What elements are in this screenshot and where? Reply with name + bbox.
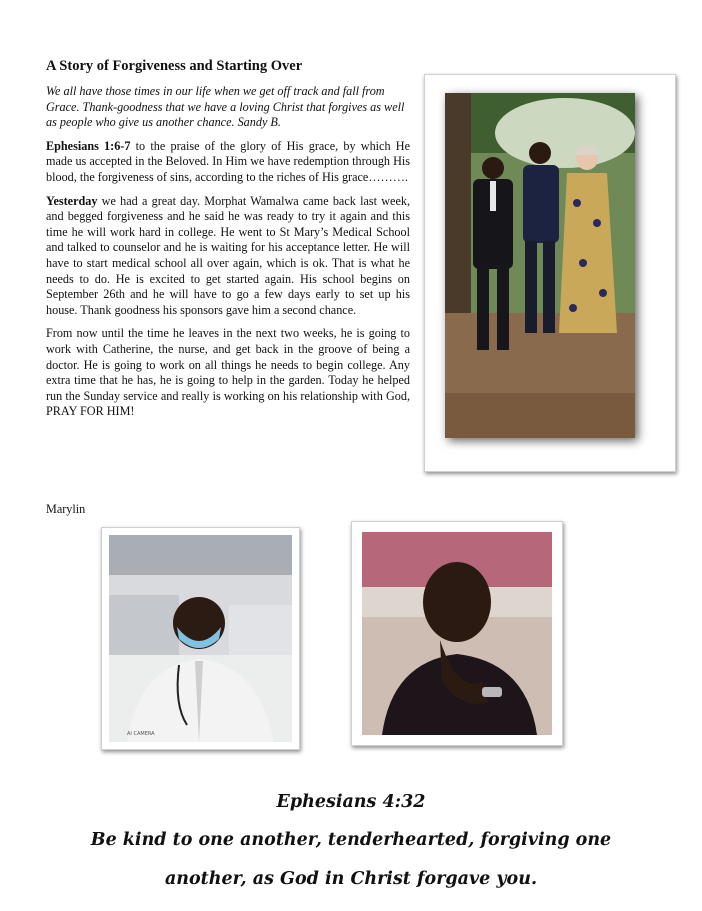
article-title: A Story of Forgiveness and Starting Over <box>46 58 303 74</box>
student-coat-photo-frame <box>101 527 300 750</box>
verse-line-2: another, as God in Christ forgave you. <box>164 869 538 889</box>
student-portrait-photo-frame <box>351 521 563 746</box>
plans-paragraph: From now until the time he leaves in the next two weeks, he is going to work with Catherine, the nurse, and get back in the groove of being a doctor. He is going to work on all things he needs to begin college. Any extra time that he has, he is going to help in the garden. Today he helped run the Sunday service and really is working on his relationship with God, PRAY FOR HIM! <box>46 326 410 419</box>
story-paragraph <box>46 194 410 319</box>
student-coat-photo <box>109 535 292 742</box>
scripture-reference: Ephesians 1:6-7 <box>46 138 131 153</box>
story-lead: Yesterday <box>46 193 98 208</box>
signature: Marylin <box>46 502 86 516</box>
article-body <box>46 84 410 428</box>
group-photo-frame <box>424 74 676 472</box>
student-coat-illustration <box>109 535 292 742</box>
verse-line-1: Be kind to one another, tenderhearted, forgiving one <box>90 830 612 850</box>
student-portrait-photo <box>362 532 552 735</box>
scripture-text: to the praise of the glory of His grace, by which He made us accepted in the Beloved. In Him we have redemption through His blood, the forgiveness of sins, according to the riches of His grace………. <box>46 138 410 184</box>
scripture-paragraph <box>46 139 410 186</box>
group-photo <box>445 93 635 438</box>
story-text: we had a great day. Morphat Wamalwa came back last week, and begged forgiveness and he said he was ready to try it again and this time he will work hard in college. He went to St Mary’s Medical School and talked to counselor and he is waiting for his acceptance letter. He will have to start medical school all over again, which is ok. That is what he needs to do. He is excited to get started again. His school begins on September 26th and he will have to go a few days early to set up his house. Thank goodness his sponsors gave him a second chance. <box>46 193 410 317</box>
group-photo-illustration <box>445 93 635 438</box>
verse-reference: Ephesians 4:32 <box>276 792 426 812</box>
camera-watermark: AI CAMERA <box>127 731 155 737</box>
intro-paragraph: We all have those times in our life when we get off track and fall from Grace. Thank-goodness that we have a loving Christ that forgives as well as people who give us another chance. Sandy B. <box>46 84 405 130</box>
student-portrait-illustration <box>362 532 552 735</box>
